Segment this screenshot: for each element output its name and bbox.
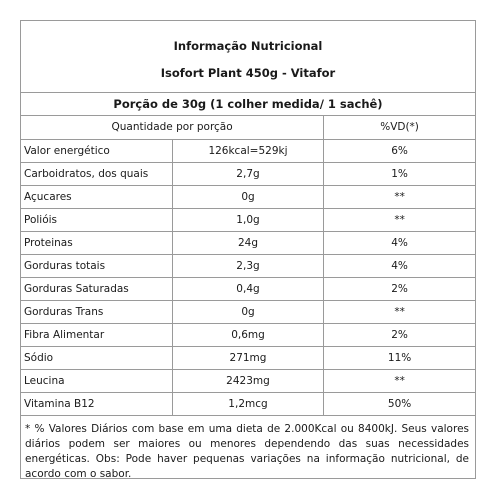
nutrient-name: Gorduras Trans (21, 300, 172, 323)
nutrient-name: Gorduras Saturadas (21, 277, 172, 300)
nutrient-amount: 2,7g (172, 162, 323, 185)
table-row (21, 139, 475, 162)
nutrient-vd: 6% (324, 139, 475, 162)
title-block (21, 21, 475, 93)
nutrient-name: Polióis (21, 208, 172, 231)
table-row (21, 369, 475, 392)
table-row (21, 208, 475, 231)
nutrient-vd: ** (324, 208, 475, 231)
table-header-row (21, 116, 475, 139)
nutrient-name: Sódio (21, 346, 172, 369)
nutrient-vd: 50% (324, 392, 475, 415)
table-row (21, 392, 475, 415)
nutrition-table (21, 116, 475, 416)
nutrient-amount: 2,3g (172, 254, 323, 277)
nutrient-amount: 1,0g (172, 208, 323, 231)
nutrient-vd: ** (324, 300, 475, 323)
nutrient-name: Leucina (21, 369, 172, 392)
nutrient-name: Valor energético (21, 139, 172, 162)
nutrient-amount: 24g (172, 231, 323, 254)
table-row (21, 300, 475, 323)
nutrient-vd: 2% (324, 323, 475, 346)
nutrient-amount: 271mg (172, 346, 323, 369)
nutrient-vd: 4% (324, 231, 475, 254)
table-row (21, 162, 475, 185)
nutrient-vd: 11% (324, 346, 475, 369)
nutrient-amount: 0,4g (172, 277, 323, 300)
footnote: * % Valores Diários com base em uma dieta de 2.000Kcal ou 8400kJ. Seus valores diários podem ser maiores ou menores dependendo das suas necessidades energéticas. Obs: Pode haver pequenas variações na informação nutricional, de acordo com o sabor. (25, 422, 469, 480)
product-name: Isofort Plant 450g - Vitafor (160, 66, 336, 80)
nutrition-title: Informação Nutricional (173, 39, 323, 53)
nutrient-name: Gorduras totais (21, 254, 172, 277)
header-quantity: Quantidade por porção (21, 116, 324, 139)
table-row (21, 323, 475, 346)
nutrient-amount: 0g (172, 300, 323, 323)
nutrient-amount: 0g (172, 185, 323, 208)
nutrient-name: Açucares (21, 185, 172, 208)
nutrient-name: Proteinas (21, 231, 172, 254)
table-row (21, 346, 475, 369)
nutrient-amount: 0,6mg (172, 323, 323, 346)
table-row (21, 277, 475, 300)
table-row (21, 254, 475, 277)
nutrient-name: Vitamina B12 (21, 392, 172, 415)
nutrient-vd: 2% (324, 277, 475, 300)
table-row (21, 185, 475, 208)
nutrient-amount: 1,2mcg (172, 392, 323, 415)
header-vd: %VD(*) (324, 116, 475, 139)
portion-size: Porção de 30g (1 colher medida/ 1 sachê) (21, 93, 475, 116)
nutrient-amount: 126kcal=529kj (172, 139, 323, 162)
nutrient-vd: 1% (324, 162, 475, 185)
nutrient-vd: ** (324, 185, 475, 208)
nutrient-name: Fibra Alimentar (21, 323, 172, 346)
table-row (21, 231, 475, 254)
nutrient-vd: ** (324, 369, 475, 392)
nutrient-amount: 2423mg (172, 369, 323, 392)
nutrient-name: Carboidratos, dos quais (21, 162, 172, 185)
nutrition-facts-panel (20, 20, 476, 479)
nutrient-vd: 4% (324, 254, 475, 277)
